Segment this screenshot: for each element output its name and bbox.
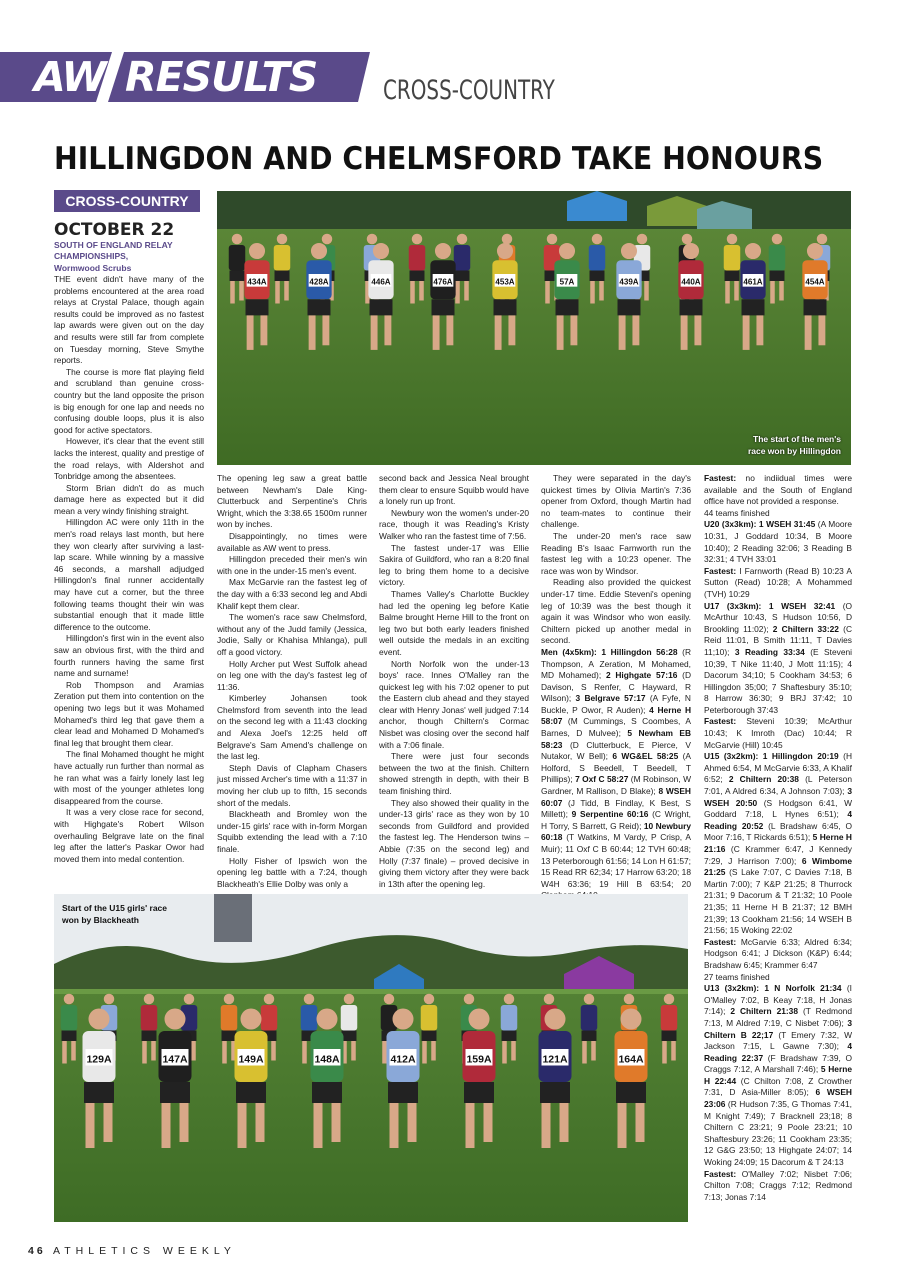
article-column-1 xyxy=(54,274,204,865)
paragraph: Holly Fisher of Ipswich won the opening leg battle with a 7:24, though Blackheath's Ellie Dolby was only a xyxy=(217,855,367,889)
paragraph: Hillingdon's first win in the event also saw an obvious first, with the third and fourth runners having the same first name and surname! xyxy=(54,633,204,679)
paragraph: The opening leg saw a great battle between Newham's Dale King-Clutterbuck and Serpentine's Chris Wright, which the 3:38.65 1500m runner won by inches. xyxy=(217,473,367,530)
event-date: OCTOBER 22 xyxy=(54,220,175,240)
caption-line: race won by Hillingdon xyxy=(747,446,841,456)
bib-number: 159A xyxy=(466,1053,492,1066)
paragraph: The under-20 men's race saw Reading B's Isaac Farnworth run the fastest leg with a 10:23 opener. The race was won by Windsor. xyxy=(541,530,691,576)
girls-race-image xyxy=(54,894,688,1222)
article-column-4 xyxy=(541,473,691,902)
caption-line: The start of the men's xyxy=(753,434,841,444)
magazine-name: ATHLETICS WEEKLY xyxy=(53,1245,236,1257)
paragraph: There were just four seconds between the two at the finish. Chiltern showed strength in depth, with their B team finishing third. xyxy=(379,751,529,797)
article-column-2 xyxy=(217,473,367,890)
article-column-3 xyxy=(379,473,529,890)
photo-u15-girls-start xyxy=(54,894,688,1222)
paragraph: THE event didn't have many of the problems encountered at the area road relays at Crystal Palace, though again results could be improved as no fastest lap awards were given out on the day and results were still far from complete on Tuesday morning, Steve Smythe reports. xyxy=(54,274,204,366)
paragraph: They were separated in the day's quickest times by Olivia Martin's 7:36 opener from Oxford, though Martin had no team-mates to continue their challenge. xyxy=(541,473,691,530)
page-footer xyxy=(28,1245,236,1257)
bib-number: 434A xyxy=(247,277,267,287)
mens-race-image xyxy=(217,191,851,465)
results-banner xyxy=(0,52,370,102)
paragraph: Storm Brian didn't do as much damage here as expected but it did mean a very windy finishing straight. xyxy=(54,482,204,516)
results-u17-fastest: Fastest: Steveni 10:39; McArthur 10:43; K Imroth (Dac) 10:44; R McGarvie (Hill) 10:45 xyxy=(704,716,852,750)
brand-aw: AW xyxy=(34,53,105,101)
paragraph: Disappointingly, no times were available as AW went to press. xyxy=(217,530,367,553)
bib-number: 461A xyxy=(743,277,763,287)
headline: HILLINGDON AND CHELMSFORD TAKE HONOURS xyxy=(54,141,824,177)
paragraph: North Norfolk won the under-13 boys' race. Innes O'Malley ran the quickest leg with his 7:02 opener to put the Eastern club ahead and they stayed clear with Henry Jonas' well judged 7:14 anchor, though Chiltern's Cormac Nisbet was closing over the second half with a 7:06 finale. xyxy=(379,658,529,750)
results-u17: U17 (3x3km): 1 WSEH 32:41 (O McArthur 10:43, S Hudson 10:56, D Brookling 11:02); 2 Chiltern 33:22 (C Reid 11:01, B Smith 11:11, T Davies 11;10); 3 Reading 33:34 (E Steveni 10;39, T Nike 11:40, J Mott 11:15); 4 Dacorum 34;10; 5 Cookham 34:53; 6 Hillingdon 35;00; 7 Shaftesbury 35:10; 8 Harrow 36:30; 9 BRJ 37:42; 10 Peterborough 37:43 xyxy=(704,600,852,715)
brand-results: RESULTS xyxy=(125,53,318,101)
category-tag: CROSS-COUNTRY xyxy=(54,190,200,212)
paragraph: Hillingdon AC were only 11th in the men's road relays last month, but here they won clearly after surviving a last-lap scare. While winning by a massive 46 seconds, a marshall adjudged Hillingdon's final runner accidentally may have cut a corner, but the three following teams thought their win was substantial enough that it made little difference to the outcome. xyxy=(54,517,204,632)
article-column-5 xyxy=(704,473,852,1203)
paragraph: Holly Archer put West Suffolk ahead on leg one with the day's fastest leg of 11:36. xyxy=(217,658,367,692)
paragraph: Hillingdon preceded their men's win with one in the under-15 men's event. xyxy=(217,554,367,576)
paragraph: Steph Davis of Clapham Chasers just missed Archer's time with a 11:37 in moving her club up to fifth, 15 seconds short of the medals. xyxy=(217,762,367,808)
bib-number: 121A xyxy=(542,1053,568,1066)
paragraph: However, it's clear that the event still lacks the interest, quality and prestige of the road relays, with Aldershot and Tonbridge among the absentees. xyxy=(54,436,204,482)
paragraph: second back and Jessica Neal brought them clear to ensure Squibb would have a lonely run up front. xyxy=(379,473,529,507)
results-teams: 27 teams finished xyxy=(704,971,770,982)
caption-line: Start of the U15 girls' race xyxy=(62,903,168,913)
bib-number: 439A xyxy=(619,277,639,287)
paragraph: Reading also provided the quickest under-17 time. Eddie Steveni's opening leg of 10:39 was the best though it again it was Windsor who won easily. Chiltern picked up another medal in second. xyxy=(541,577,691,646)
event-name xyxy=(54,240,204,274)
page-number: 46 xyxy=(28,1245,46,1257)
results-u13-fastest: Fastest: O'Malley 7:02; Nisbet 7:06; Chilton 7:08; Craggs 7:12; Redmond 7:13; Jonas 7:14 xyxy=(704,1168,852,1202)
section-title: CROSS-COUNTRY xyxy=(383,75,555,106)
bib-number: 164A xyxy=(618,1053,644,1066)
paragraph: Blackheath and Bromley won the under-15 girls' race with in-form Morgan Squibb extending the lead with a 7:10 finale. xyxy=(217,809,367,854)
paragraph: The fastest under-17 was Ellie Sakira of Guildford, who ran a 8:20 final leg to bring them home to a decisive victory. xyxy=(379,542,529,588)
bib-number: 148A xyxy=(314,1053,340,1066)
results-u15: U15 (3x2km): 1 Hillingdon 20:19 (H Ahmed 6:54, M McGarvie 6:33, A Khalif 6:52; 2 Chiltern 20:38 (L Peterson 7:01, A Aldred 6:34, A Johnson 7:03); 3 WSEH 20:50 (S Hodgson 6:41, W Goddard 7:18, L Hynes 6:51); 4 Reading 20:52 (L Bradshaw 6:45, O Moor 7:16, T Rickards 6:51); 5 Herne H 21:16 (C Krammer 6:47, J Kennedy 7:29, J Harrison 7:00); 6 Wimbome 21:25 (S Lake 7:07, C Davies 7:18, B Martin 7:00); 7 K&P 21:25; 8 Thurrock 21:31; 9 Dacorum & T 21:32; 10 Poole 21;35; 11 Herne H B 21:37; 12 BMH 21;39; 13 Cookham 21:56; 14 WSEH B 21:56; 15 Woking 22:02 xyxy=(704,751,852,936)
bib-number: 476A xyxy=(433,277,453,287)
paragraph: Thames Valley's Charlotte Buckley had led the opening leg before Katie Balme brought Herne Hill to the front on leg two but both early leaders finished well outside the medals in an exciting event. xyxy=(379,588,529,657)
event-title: SOUTH OF ENGLAND RELAY CHAMPIONSHIPS, xyxy=(54,240,173,262)
bib-number: 412A xyxy=(390,1053,416,1066)
paragraph: Max McGarvie ran the fastest leg of the day with a 6:33 second leg and Abdi Khalif kept them clear. xyxy=(217,577,367,611)
event-venue: Wormwood Scrubs xyxy=(54,262,132,273)
bib-number: 149A xyxy=(238,1053,264,1066)
results-u20-fastest: Fastest: I Farnworth (Read B) 10:23 A Sutton (Read) 10:28; A Mohammed (TVH) 10:29 xyxy=(704,565,852,599)
paragraph: They also showed their quality in the under-13 girls' race as they won by 10 seconds from Guildford and provided the fastest leg. The Henderson twins – Abbie (7:35 on the second leg) and Holly (7:37 finale) – proved decisive in giving them victory after they were back in 13th after the opening leg. xyxy=(379,797,529,889)
bib-number: 57A xyxy=(559,277,575,287)
results-u20: U20 (3x3km): 1 WSEH 31:45 (A Moore 10:31, J Goddard 10:34, B Moore 10:40); 2 Reading 32:06; 3 Reading B 32:31; 4 TVH 33:01 xyxy=(704,519,852,565)
bib-number: 428A xyxy=(309,277,329,287)
paragraph: The women's race saw Chelmsford, without any of the Judd family (Jessica, Jodie, Sally or Khahisa Mhlanga), pull off a good victory. xyxy=(217,612,367,657)
paragraph: Newbury won the women's under-20 race, though it was Reading's Kristy Walker who ran the fastest time of 7:56. xyxy=(379,507,529,541)
bib-number: 129A xyxy=(86,1053,112,1066)
photo-caption-2 xyxy=(62,902,167,926)
bib-number: 446A xyxy=(371,277,391,287)
paragraph: Rob Thompson and Aramias Zeration put them into contention on the opening two legs but it was Mohamed Mohamed's third leg that gave them a clear lead and Mohamed D Mohamed's final leg that brought them clear. xyxy=(54,679,204,748)
bib-number: 454A xyxy=(805,277,825,287)
results-u15-fastest: Fastest: McGarvie 6:33; Aldred 6:34; Hodgson 6:41; J Dickson (K&P) 6:44; Bradshaw 6:45; Krammer 6:47 xyxy=(704,936,852,970)
photo-caption-1 xyxy=(748,433,841,457)
photo-mens-race-start xyxy=(217,191,851,465)
bib-number: 453A xyxy=(495,277,515,287)
results-teams: 44 teams finished xyxy=(704,507,770,518)
paragraph: The final Mohamed thought he might have actually run further than normal as he ran what was a fairly lonely last leg with most of the younger athletes long disappeared from the course. xyxy=(54,749,204,806)
bib-number: 440A xyxy=(681,277,701,287)
results-men: Men (4x5km): 1 Hillingdon 56:28 (R Thompson, A Zeration, M Mohamed, MD Mohamed); 2 Highgate 57:16 (D Davison, S Renfer, C Hayward, R Wilson); 3 Belgrave 57:17 (A Fyfe, N Buckle, P Owor, R Auden); 4 Herne H 58:07 (M Cummings, S Coombes, A Barnes, D Mulvee); 5 Newham EB 58:23 (D Clutterbuck, E Pierce, V Nutakor, W Bell); 6 WG&EL 58:25 (A Holford, S Beedell, T Beedell, T Phillips); 7 Oxf C 58:27 (M Robinson, W Gardner, M Rallison, D Blake); 8 WSEH 60:07 (J Tidd, B Findlay, K Best, S Millett); 9 Serpentine 60:16 (C Wright, H Torry, S Barrett, G Reid); 10 Newbury 60:18 (T Watkins, M Vardy, P Crisp, A Muir); 11 Oxf C B 60:44; 12 TVH 60:48; 13 Peterborough 61:56; 14 Lon H 61:57; 15 Read RR 62;34; 17 Harrow 63:20; 18 W4H 63:36; 19 Hill B 63:54; 20 xyxy=(541,646,692,889)
paragraph: It was a very close race for second, with Highgate's Robert Wilson overhauling Belgrave late on the final leg after the latter's Paskar Owor had moved them into medal contention. xyxy=(54,807,204,864)
caption-line: won by Blackheath xyxy=(62,915,139,925)
paragraph: Kimberley Johansen took Chelmsford from seventh into the lead on the second leg with a 11:43 clocking and Alexa Joel's 12:25 held off Belgrave's Sam Amend's challenge on the last leg. xyxy=(217,693,367,762)
results-fastest: Fastest: no indiidual times were available and the South of England office have not provided a response. xyxy=(704,473,852,507)
paragraph: The course is more flat playing field and scrubland than genuine cross-country but the land opposite the prison is big enough for one lap and needs no confusing double loops, plus it is also good for active spectators. xyxy=(54,366,204,435)
bib-number: 147A xyxy=(162,1053,188,1066)
results-u13: U13 (3x2km): 1 N Norfolk 21:34 (I O'Malley 7:02, B Keay 7:18, H Jonas 7:14); 2 Chiltern 21:38 (T Redmond 7:13, M Aldred 7:19, C Nisbet 7:06); 3 Chiltern B 22;17 (T Emery 7:32, W Jackson 7:15, L Gawne 7:30); 4 Reading 22:37 (F Bradshaw 7:39, O Craggs 7:12, A Marshall 7:46); 5 Herne H 22:44 (C Chilton 7:08, Z Crowther 7:31, D Asia-Miller 8:05); 6 WSEH 23:06 (R Hudson 7:35, G Thomas 7:41, M Knight 7:49); 7 Bracknell 23;18; 8 Chiltern C 23:21; 9 Poole 23:21; 10 Shaftesbury 23:26; 11 Cookham 23:35; 12 G&G 23:50; 13 Highgate 24:07; 14 Woking 24:09; 15 Dacorum & T 24:13 xyxy=(704,983,852,1168)
